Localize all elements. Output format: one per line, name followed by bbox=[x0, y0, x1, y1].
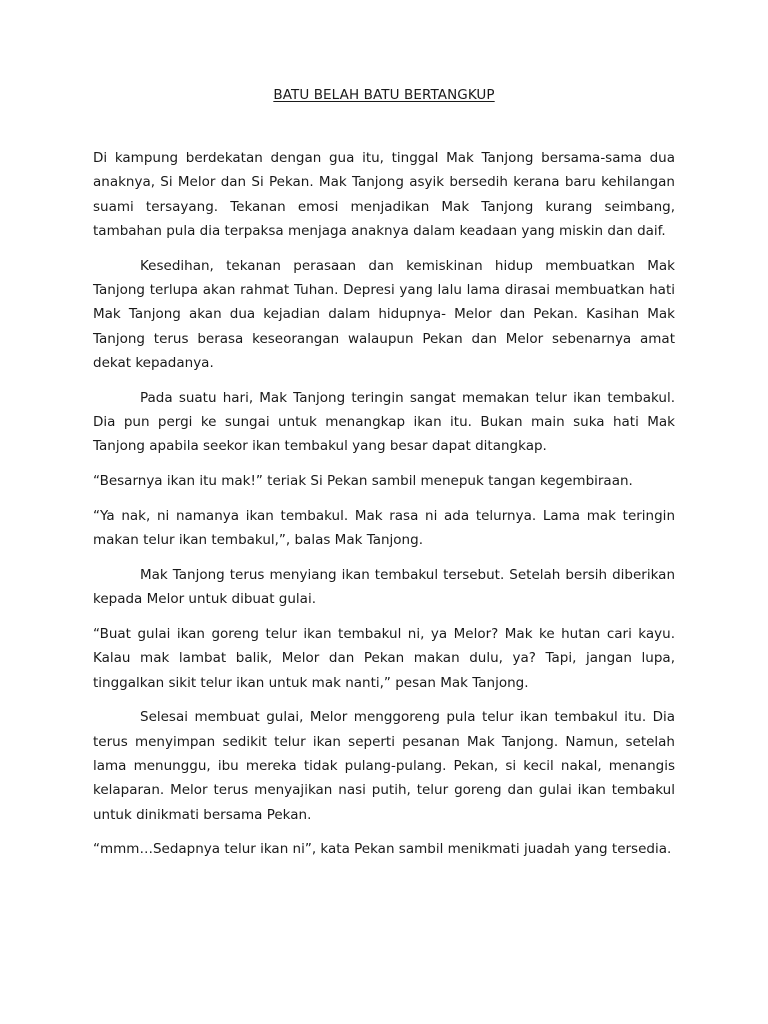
dialogue-paragraph: “Buat gulai ikan goreng telur ikan tembakul ni, ya Melor? Mak ke hutan cari kayu. Kalau mak lambat balik, Melor dan Pekan makan dulu, ya? Tapi, jangan lupa, tinggalkan sikit telur ikan untuk mak nanti,” pesan Mak Tanjong. bbox=[93, 626, 675, 691]
paragraph: Mak Tanjong terus menyiang ikan tembakul tersebut. Setelah bersih diberikan kepada Melor untuk dibuat gulai. bbox=[93, 566, 675, 608]
paragraph: Selesai membuat gulai, Melor menggoreng pula telur ikan tembakul itu. Dia terus menyimpan sedikit telur ikan seperti pesanan Mak Tanjong. Namun, setelah lama menunggu, ibu mereka tidak pulang-pulang. Pekan, si kecil nakal, menangis kelaparan. Melor terus menyajikan nasi putih, telur goreng dan gulai ikan tembakul untuk dinikmati bersama Pekan. bbox=[93, 709, 675, 823]
paragraph: Di kampung berdekatan dengan gua itu, tinggal Mak Tanjong bersama-sama dua anaknya, Si Melor dan Si Pekan. Mak Tanjong asyik bersedih kerana baru kehilangan suami tersayang. Tekanan emosi menjadikan Mak Tanjong kurang seimbang, tambahan pula dia terpaksa menjaga anaknya dalam keadaan yang miskin dan daif. bbox=[93, 150, 675, 239]
paragraph: Kesedihan, tekanan perasaan dan kemiskinan hidup membuatkan Mak Tanjong terlupa akan rahmat Tuhan. Depresi yang lalu lama dirasai membuatkan hati Mak Tanjong akan dua kejadian dalam hidupnya- Melor dan Pekan. Kasihan Mak Tanjong terus berasa keseorangan walaupun Pekan dan Melor sebenarnya amat dekat kepadanya. bbox=[93, 257, 675, 371]
paragraph: Pada suatu hari, Mak Tanjong teringin sangat memakan telur ikan tembakul. Dia pun pergi ke sungai untuk menangkap ikan itu. Bukan main suka hati Mak Tanjong apabila seekor ikan tembakul yang besar dapat ditangkap. bbox=[93, 389, 675, 455]
dialogue-paragraph: “mmm…Sedapnya telur ikan ni”, kata Pekan sambil menikmati juadah yang tersedia. bbox=[93, 841, 672, 858]
dialogue-paragraph: “Ya nak, ni namanya ikan tembakul. Mak rasa ni ada telurnya. Lama mak teringin makan telur ikan tembakul,”, balas Mak Tanjong. bbox=[93, 507, 675, 549]
document-body bbox=[93, 146, 675, 872]
document-title: BATU BELAH BATU BERTANGKUP bbox=[273, 87, 495, 103]
dialogue-paragraph: “Besarnya ikan itu mak!” teriak Si Pekan sambil menepuk tangan kegembiraan. bbox=[93, 473, 633, 490]
